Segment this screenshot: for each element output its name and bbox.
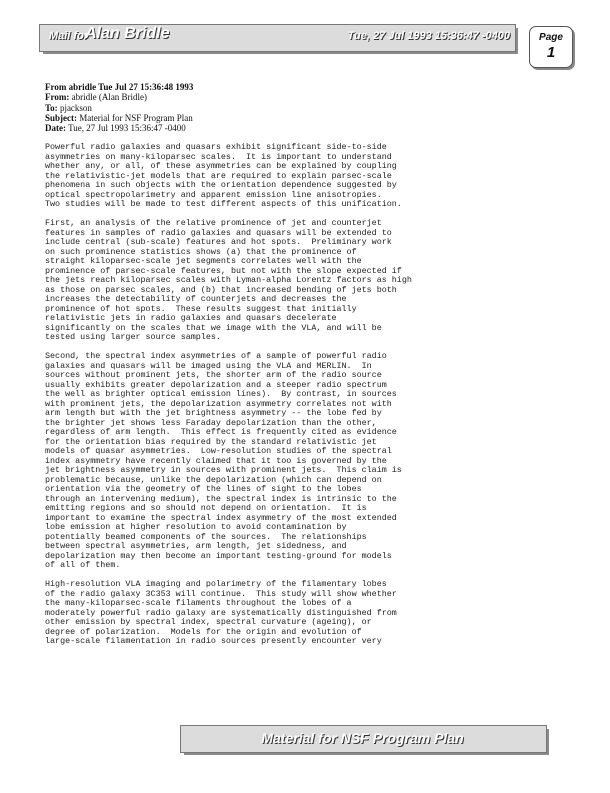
footer-banner xyxy=(180,725,552,757)
message-headers xyxy=(45,82,193,133)
mailbox-owner-name: Alan Bridle xyxy=(85,25,170,42)
footer-title: Material for NSF Program Plan xyxy=(261,730,464,746)
page-number: 1 xyxy=(546,44,556,61)
mail-for-label: Mail for xyxy=(49,30,89,42)
date-line: Date: Tue, 27 Jul 1993 15:36:47 -0400 xyxy=(45,123,186,134)
body-paragraph: Second, the spectral index asymmetries of a sample of powerful radio galaxies and quasars will be imaged using the VLA and MERLIN. In sources without prominent jets, the shorter arm of the radio source usually exhibits greater depolarization and a steeper radio spectrum the well as brighter optical emission lines). By contrast, in sources with prominent jets, the depolarization asymmetry correlates not with arm length but with the jet brightness asymmetry -- the lobe fed by the brighter jet shows less Faraday depolarization than the other, regardless of arm length. This effect is frequently cited as evidence for the orientation bias required by the standard relativistic jet models of quasar asymmetries. Low-resolution studies of the spectral index asymmetry have recently claimed that it too is governed by the jet brightness asymmetry in sources with prominent jets. This claim is problematic because, unlike the depolarization (which can depend on orientation via the geometry of the lines of sight to the lobes through an intervening medium), the spectral index is intrinsic to the emitting regions and so should not depend on orientation. It is important to examine the spectral index asymmetry of the most extended lobe emission at higher resolution to avoid contamination by potentially beamed components of the sources. The relationships between spectral asymmetries, arm length, jet sidedness, and depolarization may then become an important testing-ground for models of all of them. xyxy=(45,351,402,570)
page-number-box xyxy=(529,26,573,68)
subject-line: Subject: Material for NSF Program Plan xyxy=(45,112,193,123)
to-line: To: pjackson xyxy=(45,102,92,113)
body-paragraph: First, an analysis of the relative prominence of jet and counterjet features in samples of radio galaxies and quasars will be extended to include central (sub-scale) features and hot spots. Preliminary work on such prominence statistics shows (a) that the prominence of straight kiloparsec-scale jet segments correlates well with the prominence of parsec-scale features, but not with the slope expected if the jets reach kiloparsec scales with Lyman-alpha Lorentz factors as high as those on parsec scales, and (b) that increased bending of jets both increases the detectability of counterjets and decreases the prominence of hot spots. These results suggest that initially relativistic jets in radio galaxies and quasars decelerate significantly on the scales that we image with the VLA, and will be tested using larger source samples. xyxy=(45,218,412,342)
from-envelope-line: From abridle Tue Jul 27 15:36:48 1993 xyxy=(45,82,194,92)
from-line: From: abridle (Alan Bridle) xyxy=(45,92,148,103)
message-body xyxy=(45,143,515,656)
page-label: Page xyxy=(539,32,563,43)
body-paragraph: Powerful radio galaxies and quasars exhibit significant side-to-side asymmetries on many-kiloparsec scales. It is important to understand whether any, or all, of these asymmetries can be explained by coupling the relativistic-jet models that are required to explain parsec-scale phenomena in such objects with the orientation dependence suggested by optical spectropolarimetry and apparent emission line anisotropies. Two studies will be made to test different aspects of this unification. xyxy=(45,142,402,209)
header-datetime: Tue, 27 Jul 1993 15:36:47 -0400 xyxy=(347,30,510,42)
mail-header-banner xyxy=(39,18,534,60)
body-paragraph: High-resolution VLA imaging and polarimetry of the filamentary lobes of the radio galaxy 3C353 will continue. This study will show whether the many-kiloparsec-scale filaments throughout the lobes of a moderately powerful radio galaxy are systematically distinguished from other emission by spectral index, spectral curvature (ageing), or degree of polarization. Models for the origin and evolution of large-scale filamentation in radio sources presently encounter very xyxy=(45,579,397,646)
